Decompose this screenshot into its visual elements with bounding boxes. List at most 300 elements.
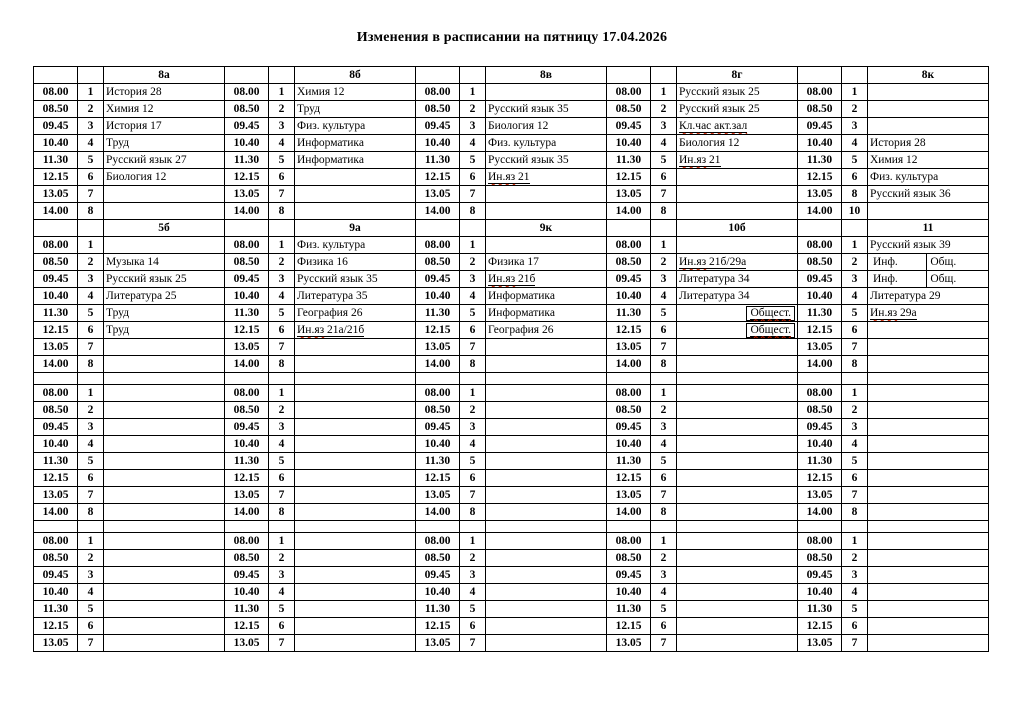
lesson-num-cell: 8 xyxy=(651,504,677,521)
time-cell: 12.15 xyxy=(798,470,842,487)
subject-cell xyxy=(677,169,798,186)
schedule-row xyxy=(34,356,989,373)
spacer-cell xyxy=(798,521,842,533)
lesson-num-cell: 3 xyxy=(78,118,104,135)
time-cell: 12.15 xyxy=(798,169,842,186)
lesson-num-cell: 1 xyxy=(78,533,104,550)
time-cell: 12.15 xyxy=(416,169,460,186)
lesson-num-cell: 5 xyxy=(460,601,486,618)
spacer-row xyxy=(34,373,989,385)
lesson-num-cell: 6 xyxy=(269,618,295,635)
subject-cell: География 26 xyxy=(295,305,416,322)
time-cell: 11.30 xyxy=(225,305,269,322)
schedule-row xyxy=(34,203,989,220)
subject-cell: Информатика xyxy=(295,135,416,152)
spacer-cell xyxy=(486,373,607,385)
time-cell: 08.00 xyxy=(34,533,78,550)
time-cell: 12.15 xyxy=(225,618,269,635)
subject-cell xyxy=(868,101,989,118)
time-cell: 10.40 xyxy=(225,584,269,601)
time-cell: 13.05 xyxy=(225,186,269,203)
time-cell: 10.40 xyxy=(798,584,842,601)
class-header: 9к xyxy=(486,220,607,237)
lesson-num-cell: 3 xyxy=(78,419,104,436)
spacer-cell xyxy=(868,373,989,385)
time-cell: 11.30 xyxy=(225,152,269,169)
lesson-num-cell: 6 xyxy=(269,322,295,339)
spacer-cell xyxy=(677,521,798,533)
lesson-num-cell: 8 xyxy=(842,356,868,373)
lesson-num-cell: 7 xyxy=(460,635,486,652)
time-cell: 09.45 xyxy=(607,567,651,584)
time-cell: 14.00 xyxy=(34,504,78,521)
spacer-cell xyxy=(34,521,78,533)
subject-cell xyxy=(868,504,989,521)
subject-cell xyxy=(868,254,989,271)
lesson-num-cell: 8 xyxy=(269,356,295,373)
time-cell: 08.50 xyxy=(798,550,842,567)
header-num-cell xyxy=(269,67,295,84)
subject-cell xyxy=(677,504,798,521)
lesson-num-cell: 4 xyxy=(651,288,677,305)
subject-cell xyxy=(295,169,416,186)
subject-cell xyxy=(868,584,989,601)
schedule-row xyxy=(34,533,989,550)
time-cell: 08.00 xyxy=(416,237,460,254)
subject-cell xyxy=(677,584,798,601)
spacer-cell xyxy=(677,373,798,385)
lesson-num-cell: 1 xyxy=(78,237,104,254)
header-num-cell xyxy=(78,67,104,84)
header-time-cell xyxy=(416,67,460,84)
header-num-cell xyxy=(460,67,486,84)
lesson-num-cell: 2 xyxy=(842,550,868,567)
time-cell: 11.30 xyxy=(225,601,269,618)
lesson-num-cell: 5 xyxy=(269,453,295,470)
subject-cell xyxy=(868,487,989,504)
subject-cell xyxy=(104,385,225,402)
subject-cell xyxy=(868,436,989,453)
subject-cell xyxy=(104,470,225,487)
lesson-num-cell: 6 xyxy=(651,169,677,186)
subject-cell xyxy=(295,322,416,339)
time-cell: 08.50 xyxy=(34,101,78,118)
time-cell: 10.40 xyxy=(798,436,842,453)
subject-cell: Химия 12 xyxy=(295,84,416,101)
lesson-num-cell: 8 xyxy=(78,504,104,521)
time-cell: 14.00 xyxy=(225,504,269,521)
time-cell: 13.05 xyxy=(798,186,842,203)
lesson-num-cell: 1 xyxy=(460,533,486,550)
subject-cell: Физика 16 xyxy=(295,254,416,271)
spacer-cell xyxy=(416,521,460,533)
subject-cell xyxy=(104,635,225,652)
lesson-num-cell: 6 xyxy=(651,470,677,487)
subject-cell: История 17 xyxy=(104,118,225,135)
lesson-num-cell: 7 xyxy=(269,186,295,203)
time-cell: 14.00 xyxy=(607,356,651,373)
subject-cell xyxy=(868,305,989,322)
lesson-num-cell: 8 xyxy=(78,356,104,373)
lesson-num-cell: 6 xyxy=(460,322,486,339)
header-time-cell xyxy=(798,220,842,237)
lesson-num-cell: 2 xyxy=(269,550,295,567)
subject-cell xyxy=(868,84,989,101)
time-cell: 08.00 xyxy=(607,84,651,101)
time-cell: 10.40 xyxy=(34,135,78,152)
lesson-num-cell: 5 xyxy=(651,453,677,470)
time-cell: 08.00 xyxy=(798,84,842,101)
subject-cell xyxy=(104,567,225,584)
time-cell: 09.45 xyxy=(416,419,460,436)
subject-cell: Русский язык 35 xyxy=(486,101,607,118)
lesson-num-cell: 2 xyxy=(78,254,104,271)
time-cell: 09.45 xyxy=(34,567,78,584)
time-cell: 08.50 xyxy=(798,101,842,118)
time-cell: 13.05 xyxy=(607,487,651,504)
lesson-num-cell: 3 xyxy=(78,271,104,288)
lesson-num-cell: 7 xyxy=(651,186,677,203)
lesson-num-cell: 5 xyxy=(78,152,104,169)
time-cell: 12.15 xyxy=(798,322,842,339)
subject-cell xyxy=(295,203,416,220)
spacer-cell xyxy=(269,373,295,385)
split-subject-part: Общ. xyxy=(930,273,957,285)
time-cell: 08.00 xyxy=(34,237,78,254)
time-cell: 10.40 xyxy=(607,436,651,453)
header-time-cell xyxy=(225,220,269,237)
schedule-body xyxy=(34,67,989,652)
spacer-cell xyxy=(78,521,104,533)
subject-cell: Биология 12 xyxy=(104,169,225,186)
subject-cell xyxy=(486,436,607,453)
time-cell: 08.50 xyxy=(225,254,269,271)
lesson-num-cell: 4 xyxy=(842,436,868,453)
subject-cell xyxy=(104,203,225,220)
time-cell: 12.15 xyxy=(607,470,651,487)
subject-cell xyxy=(677,618,798,635)
spacer-cell xyxy=(225,521,269,533)
subject-text xyxy=(750,307,791,320)
time-cell: 13.05 xyxy=(607,339,651,356)
subject-cell xyxy=(677,567,798,584)
subject-cell xyxy=(677,118,798,135)
time-cell: 12.15 xyxy=(225,322,269,339)
subject-cell xyxy=(486,453,607,470)
subject-cell xyxy=(868,322,989,339)
subject-cell xyxy=(104,419,225,436)
time-cell: 09.45 xyxy=(225,419,269,436)
subject-cell: Русский язык 27 xyxy=(104,152,225,169)
subject-cell xyxy=(104,584,225,601)
lesson-num-cell: 3 xyxy=(269,118,295,135)
subject-cell xyxy=(677,356,798,373)
header-num-cell xyxy=(78,220,104,237)
lesson-num-cell: 7 xyxy=(78,635,104,652)
lesson-num-cell: 4 xyxy=(842,135,868,152)
spacer-cell xyxy=(842,373,868,385)
time-cell: 08.00 xyxy=(416,84,460,101)
lesson-num-cell: 4 xyxy=(269,135,295,152)
subject-cell xyxy=(486,550,607,567)
subject-cell xyxy=(677,322,798,339)
schedule-row xyxy=(34,584,989,601)
subject-cell xyxy=(295,618,416,635)
time-cell: 12.15 xyxy=(34,169,78,186)
time-cell: 08.00 xyxy=(607,533,651,550)
subject-cell xyxy=(868,533,989,550)
lesson-num-cell: 5 xyxy=(78,601,104,618)
subject-cell xyxy=(868,550,989,567)
lesson-num-cell: 7 xyxy=(842,487,868,504)
subject-cell xyxy=(868,356,989,373)
time-cell: 09.45 xyxy=(798,419,842,436)
subject-cell xyxy=(295,567,416,584)
schedule-row xyxy=(34,635,989,652)
lesson-num-cell: 5 xyxy=(460,453,486,470)
split-subject xyxy=(870,271,986,287)
time-cell: 08.50 xyxy=(225,402,269,419)
spacer-cell xyxy=(78,373,104,385)
spacer-cell xyxy=(460,373,486,385)
subject-cell xyxy=(868,203,989,220)
time-cell: 09.45 xyxy=(34,271,78,288)
subject-cell xyxy=(486,186,607,203)
class-header: 8к xyxy=(868,67,989,84)
lesson-num-cell: 3 xyxy=(842,567,868,584)
spacer-cell xyxy=(460,521,486,533)
subject-cell: Биология 12 xyxy=(486,118,607,135)
lesson-num-cell: 2 xyxy=(651,101,677,118)
lesson-num-cell: 7 xyxy=(460,487,486,504)
lesson-num-cell: 2 xyxy=(269,101,295,118)
lesson-num-cell: 3 xyxy=(269,271,295,288)
subject-cell xyxy=(486,487,607,504)
subject-cell: Русский язык 25 xyxy=(677,101,798,118)
subject-cell xyxy=(677,339,798,356)
lesson-num-cell: 4 xyxy=(460,135,486,152)
spacer-cell xyxy=(607,521,651,533)
lesson-num-cell: 4 xyxy=(651,584,677,601)
schedule-row xyxy=(34,237,989,254)
class-header-row xyxy=(34,67,989,84)
time-cell: 10.40 xyxy=(798,288,842,305)
time-cell: 08.50 xyxy=(607,402,651,419)
header-time-cell xyxy=(34,220,78,237)
subject-cell: Русский язык 25 xyxy=(677,84,798,101)
time-cell: 10.40 xyxy=(416,288,460,305)
subject-cell xyxy=(295,186,416,203)
time-cell: 14.00 xyxy=(34,356,78,373)
lesson-num-cell: 4 xyxy=(460,584,486,601)
subject-cell xyxy=(486,470,607,487)
lesson-num-cell: 3 xyxy=(460,419,486,436)
lesson-num-cell: 6 xyxy=(842,169,868,186)
misspelled-text: Кл.час акт.зал xyxy=(679,120,748,132)
subject-cell xyxy=(486,504,607,521)
time-cell: 12.15 xyxy=(416,322,460,339)
time-cell: 14.00 xyxy=(607,504,651,521)
time-cell: 12.15 xyxy=(34,470,78,487)
time-cell: 11.30 xyxy=(416,305,460,322)
subject-cell xyxy=(295,635,416,652)
spacer-cell xyxy=(607,373,651,385)
lesson-num-cell: 5 xyxy=(651,152,677,169)
time-cell: 11.30 xyxy=(34,601,78,618)
lesson-num-cell: 10 xyxy=(842,203,868,220)
time-cell: 13.05 xyxy=(34,635,78,652)
time-cell: 12.15 xyxy=(225,169,269,186)
lesson-num-cell: 8 xyxy=(651,356,677,373)
subject-cell: Труд xyxy=(104,135,225,152)
class-header: 10б xyxy=(677,220,798,237)
lesson-num-cell: 4 xyxy=(269,436,295,453)
time-cell: 08.50 xyxy=(607,254,651,271)
misspelled-text: Ин.яз xyxy=(488,273,516,285)
lesson-num-cell: 3 xyxy=(460,118,486,135)
subject-cell xyxy=(486,584,607,601)
subject-cell xyxy=(868,385,989,402)
time-cell: 10.40 xyxy=(225,436,269,453)
lesson-num-cell: 1 xyxy=(78,84,104,101)
subject-cell xyxy=(104,504,225,521)
lesson-num-cell: 7 xyxy=(651,339,677,356)
lesson-num-cell: 6 xyxy=(269,470,295,487)
lesson-num-cell: 6 xyxy=(842,322,868,339)
time-cell: 11.30 xyxy=(607,152,651,169)
time-cell: 09.45 xyxy=(225,271,269,288)
time-cell: 08.50 xyxy=(607,550,651,567)
schedule-row xyxy=(34,402,989,419)
spacer-cell xyxy=(104,521,225,533)
time-cell: 13.05 xyxy=(607,186,651,203)
class-header: 5б xyxy=(104,220,225,237)
time-cell: 11.30 xyxy=(34,152,78,169)
subject-cell: Литература 34 xyxy=(677,271,798,288)
subject-cell xyxy=(486,237,607,254)
time-cell: 10.40 xyxy=(34,584,78,601)
time-cell: 10.40 xyxy=(34,436,78,453)
lesson-num-cell: 7 xyxy=(651,487,677,504)
lesson-num-cell: 5 xyxy=(460,305,486,322)
lesson-num-cell: 2 xyxy=(842,254,868,271)
subject-cell xyxy=(868,453,989,470)
lesson-num-cell: 3 xyxy=(651,419,677,436)
lesson-num-cell: 2 xyxy=(460,254,486,271)
lesson-num-cell: 7 xyxy=(78,339,104,356)
schedule-row xyxy=(34,453,989,470)
spacer-cell xyxy=(868,521,989,533)
time-cell: 08.00 xyxy=(225,237,269,254)
header-time-cell xyxy=(416,220,460,237)
lesson-num-cell: 4 xyxy=(460,436,486,453)
lesson-num-cell: 7 xyxy=(460,339,486,356)
time-cell: 08.00 xyxy=(798,385,842,402)
time-cell: 13.05 xyxy=(416,339,460,356)
subject-cell: Русский язык 35 xyxy=(295,271,416,288)
time-cell: 08.50 xyxy=(416,402,460,419)
spacer-row xyxy=(34,521,989,533)
subject-cell xyxy=(486,419,607,436)
lesson-num-cell: 2 xyxy=(842,101,868,118)
time-cell: 10.40 xyxy=(416,436,460,453)
lesson-num-cell: 2 xyxy=(78,550,104,567)
subject-cell xyxy=(104,550,225,567)
misspelled-text: Ин.яз xyxy=(679,154,707,166)
schedule-row xyxy=(34,339,989,356)
time-cell: 14.00 xyxy=(34,203,78,220)
lesson-num-cell: 3 xyxy=(842,271,868,288)
subject-cell xyxy=(486,618,607,635)
time-cell: 09.45 xyxy=(607,271,651,288)
time-cell: 08.50 xyxy=(798,254,842,271)
time-cell: 14.00 xyxy=(607,203,651,220)
schedule-row xyxy=(34,305,989,322)
subject-cell xyxy=(486,84,607,101)
lesson-num-cell: 1 xyxy=(460,84,486,101)
time-cell: 08.50 xyxy=(225,101,269,118)
time-cell: 13.05 xyxy=(34,487,78,504)
time-cell: 09.45 xyxy=(607,118,651,135)
time-cell: 08.00 xyxy=(225,385,269,402)
lesson-num-cell: 4 xyxy=(269,584,295,601)
time-cell: 13.05 xyxy=(34,186,78,203)
time-cell: 13.05 xyxy=(225,487,269,504)
lesson-num-cell: 1 xyxy=(269,385,295,402)
subject-cell xyxy=(677,203,798,220)
header-num-cell xyxy=(842,67,868,84)
lesson-num-cell: 8 xyxy=(842,186,868,203)
schedule-row xyxy=(34,118,989,135)
subject-text: Ин.яз 29а xyxy=(870,307,917,319)
lesson-num-cell: 2 xyxy=(269,254,295,271)
time-cell: 11.30 xyxy=(416,453,460,470)
lesson-num-cell: 8 xyxy=(269,203,295,220)
time-cell: 10.40 xyxy=(225,288,269,305)
subject-cell xyxy=(295,339,416,356)
schedule-table xyxy=(33,66,989,652)
subject-cell xyxy=(486,567,607,584)
time-cell: 12.15 xyxy=(225,470,269,487)
subject-text: Ин.яз 21 xyxy=(488,171,530,183)
subject-cell: Химия 12 xyxy=(104,101,225,118)
schedule-row xyxy=(34,487,989,504)
time-cell: 08.50 xyxy=(607,101,651,118)
lesson-num-cell: 3 xyxy=(842,419,868,436)
subject-cell xyxy=(104,487,225,504)
lesson-num-cell: 1 xyxy=(651,237,677,254)
lesson-num-cell: 6 xyxy=(78,618,104,635)
subject-cell: Физ. культура xyxy=(486,135,607,152)
spacer-cell xyxy=(104,373,225,385)
time-cell: 10.40 xyxy=(607,288,651,305)
subject-cell xyxy=(868,339,989,356)
subject-text: Ин.яз 21б/29а xyxy=(679,256,747,268)
subject-cell xyxy=(677,186,798,203)
time-cell: 14.00 xyxy=(225,356,269,373)
schedule-row xyxy=(34,152,989,169)
time-cell: 11.30 xyxy=(416,152,460,169)
subject-cell xyxy=(295,550,416,567)
subject-box xyxy=(746,323,795,338)
lesson-num-cell: 6 xyxy=(842,618,868,635)
subject-cell: Информатика xyxy=(486,305,607,322)
subject-cell: Физ. культура xyxy=(295,237,416,254)
lesson-num-cell: 5 xyxy=(78,453,104,470)
lesson-num-cell: 3 xyxy=(269,567,295,584)
subject-cell xyxy=(104,237,225,254)
time-cell: 13.05 xyxy=(798,339,842,356)
